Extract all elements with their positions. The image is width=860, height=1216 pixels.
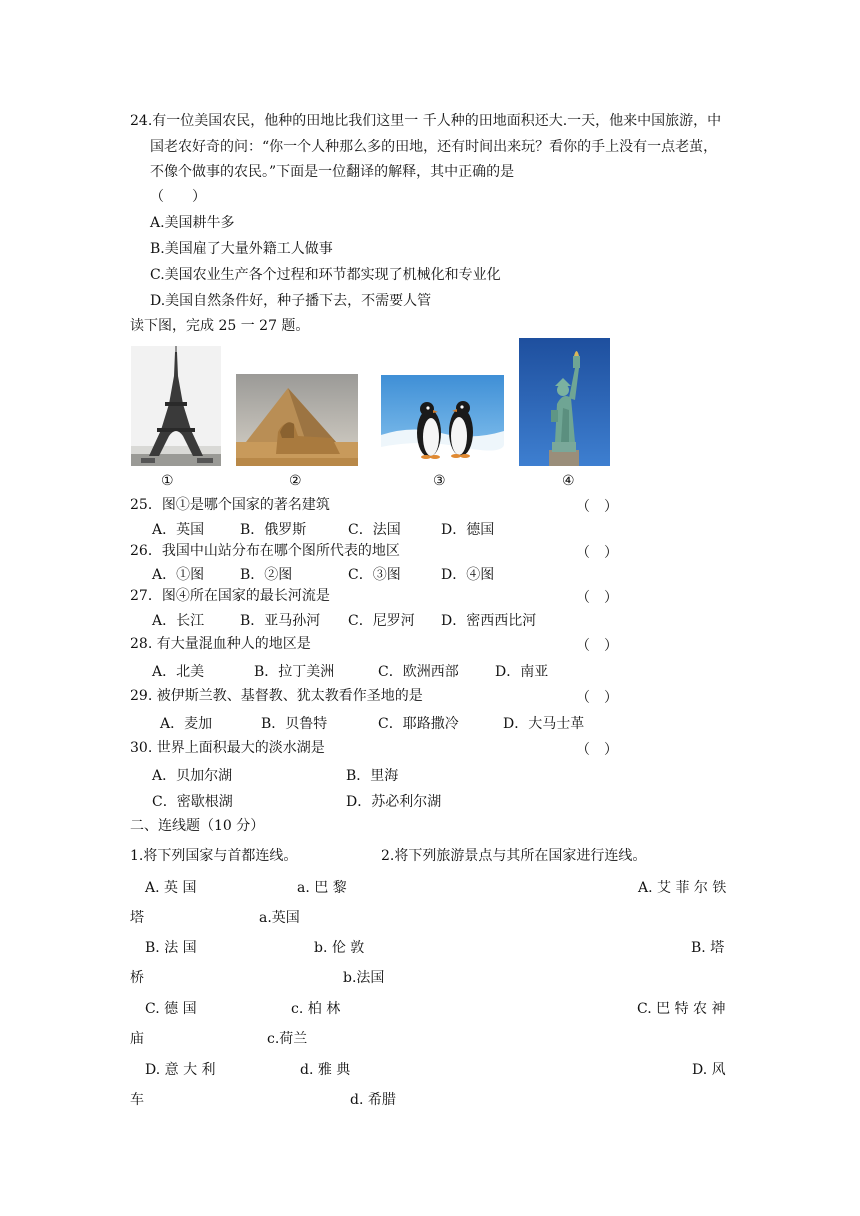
eiffel-tower-image — [131, 346, 221, 466]
sphinx-pyramid-image — [236, 374, 358, 466]
q28-option-c: C．欧洲西部 — [378, 664, 459, 680]
q29-option-b: B．贝鲁特 — [261, 716, 328, 732]
match-country-c: c.荷兰 — [267, 1031, 308, 1047]
q30-option-d: D．苏必利尔湖 — [346, 794, 442, 810]
q24-line2: 国老农好奇的问：“你一个人种那么多的田地，还有时间出来玩？看你的手上没有一点老茧， — [150, 139, 718, 155]
q27-option-d: D．密西西比河 — [441, 613, 537, 629]
penguins-image — [381, 375, 504, 466]
match-right-head-d: D. 风 — [692, 1062, 726, 1078]
match-right-tail-c: 庙 — [130, 1031, 144, 1047]
caption-3: ③ — [433, 473, 446, 489]
q26-stem: 26．我国中山站分布在哪个图所代表的地区 — [130, 543, 400, 559]
q29-option-a: A．麦加 — [160, 716, 213, 732]
match-left-b: B. 法 国 — [145, 940, 197, 956]
section2-task2: 2.将下列旅游景点与其所在国家进行连线。 — [381, 848, 647, 864]
q30-option-b: B．里海 — [346, 768, 399, 784]
q25-stem: 25．图①是哪个国家的著名建筑 — [130, 497, 330, 513]
q24-paren: （ ） — [150, 189, 206, 205]
q26-paren: （ ） — [576, 545, 618, 561]
caption-2: ② — [289, 473, 302, 489]
match-country-a: a.英国 — [259, 910, 300, 926]
caption-1: ① — [161, 473, 174, 489]
q29-stem: 29. 被伊斯兰教、基督教、犹太教看作圣地的是 — [130, 688, 423, 704]
caption-4: ④ — [562, 473, 575, 489]
q25-option-d: D．德国 — [441, 522, 495, 538]
match-left-a: A. 英 国 — [145, 880, 197, 896]
section2-task1: 1.将下列国家与首都连线。 — [130, 848, 298, 864]
section2-heading: 二、连线题（10 分） — [130, 818, 265, 834]
q26-option-a: A．①图 — [152, 567, 205, 583]
match-right-tail-a: 塔 — [130, 910, 144, 926]
q29-paren: （ ） — [576, 690, 618, 706]
q27-option-b: B．亚马孙河 — [240, 613, 321, 629]
match-mid-a: a. 巴 黎 — [297, 880, 347, 896]
statue-of-liberty-image — [519, 338, 610, 466]
q24-option-a: A.美国耕牛多 — [150, 215, 235, 231]
match-right-tail-b: 桥 — [130, 970, 144, 986]
q26-option-d: D．④图 — [441, 567, 495, 583]
q30-option-c: C．密歇根湖 — [152, 794, 233, 810]
match-mid-b: b. 伦 敦 — [314, 940, 365, 956]
q29-option-d: D．大马士革 — [503, 716, 585, 732]
match-mid-c: c. 柏 林 — [291, 1001, 341, 1017]
q28-option-a: A．北美 — [152, 664, 205, 680]
q25-option-b: B．俄罗斯 — [240, 522, 307, 538]
q24-option-b: B.美国雇了大量外籍工人做事 — [150, 241, 333, 257]
q28-option-d: D．南亚 — [495, 664, 549, 680]
match-country-b: b.法国 — [343, 970, 385, 986]
match-right-tail-d: 车 — [130, 1092, 144, 1108]
q30-stem: 30. 世界上面积最大的淡水湖是 — [130, 740, 325, 756]
match-left-c: C. 德 国 — [145, 1001, 197, 1017]
figure-intro: 读下图，完成 25 一 27 题。 — [130, 318, 310, 334]
q30-option-a: A．贝加尔湖 — [152, 768, 233, 784]
q29-option-c: C．耶路撒冷 — [378, 716, 459, 732]
q25-option-c: C．法国 — [348, 522, 401, 538]
q25-paren: （ ） — [576, 499, 618, 515]
q30-paren: （ ） — [576, 742, 618, 758]
q28-option-b: B．拉丁美洲 — [254, 664, 335, 680]
q27-option-c: C．尼罗河 — [348, 613, 415, 629]
q24-option-c: C.美国农业生产各个过程和环节都实现了机械化和专业化 — [150, 267, 501, 283]
match-country-d: d. 希腊 — [350, 1092, 396, 1108]
q27-stem: 27．图④所在国家的最长河流是 — [130, 588, 330, 604]
q27-option-a: A．长江 — [152, 613, 205, 629]
q27-paren: （ ） — [576, 590, 618, 606]
q26-option-b: B．②图 — [240, 567, 293, 583]
match-right-head-c: C. 巴 特 农 神 — [637, 1001, 726, 1017]
match-right-head-b: B. 塔 — [691, 940, 725, 956]
match-right-head-a: A. 艾 菲 尔 铁 — [638, 880, 727, 896]
q24-line1: 24.有一位美国农民，他种的田地比我们这里一 千人种的田地面积还大.一天，他来中国旅游，中 — [130, 113, 722, 129]
match-left-d: D. 意 大 利 — [145, 1062, 216, 1078]
q24-option-d: D.美国自然条件好，种子播下去，不需要人管 — [150, 293, 432, 309]
q26-option-c: C．③图 — [348, 567, 401, 583]
q25-option-a: A．英国 — [152, 522, 205, 538]
match-mid-d: d. 雅 典 — [300, 1062, 351, 1078]
q28-stem: 28. 有大量混血种人的地区是 — [130, 636, 311, 652]
q24-line3: 不像个做事的农民。”下面是一位翻译的解释，其中正确的是 — [150, 164, 515, 180]
q28-paren: （ ） — [576, 638, 618, 654]
